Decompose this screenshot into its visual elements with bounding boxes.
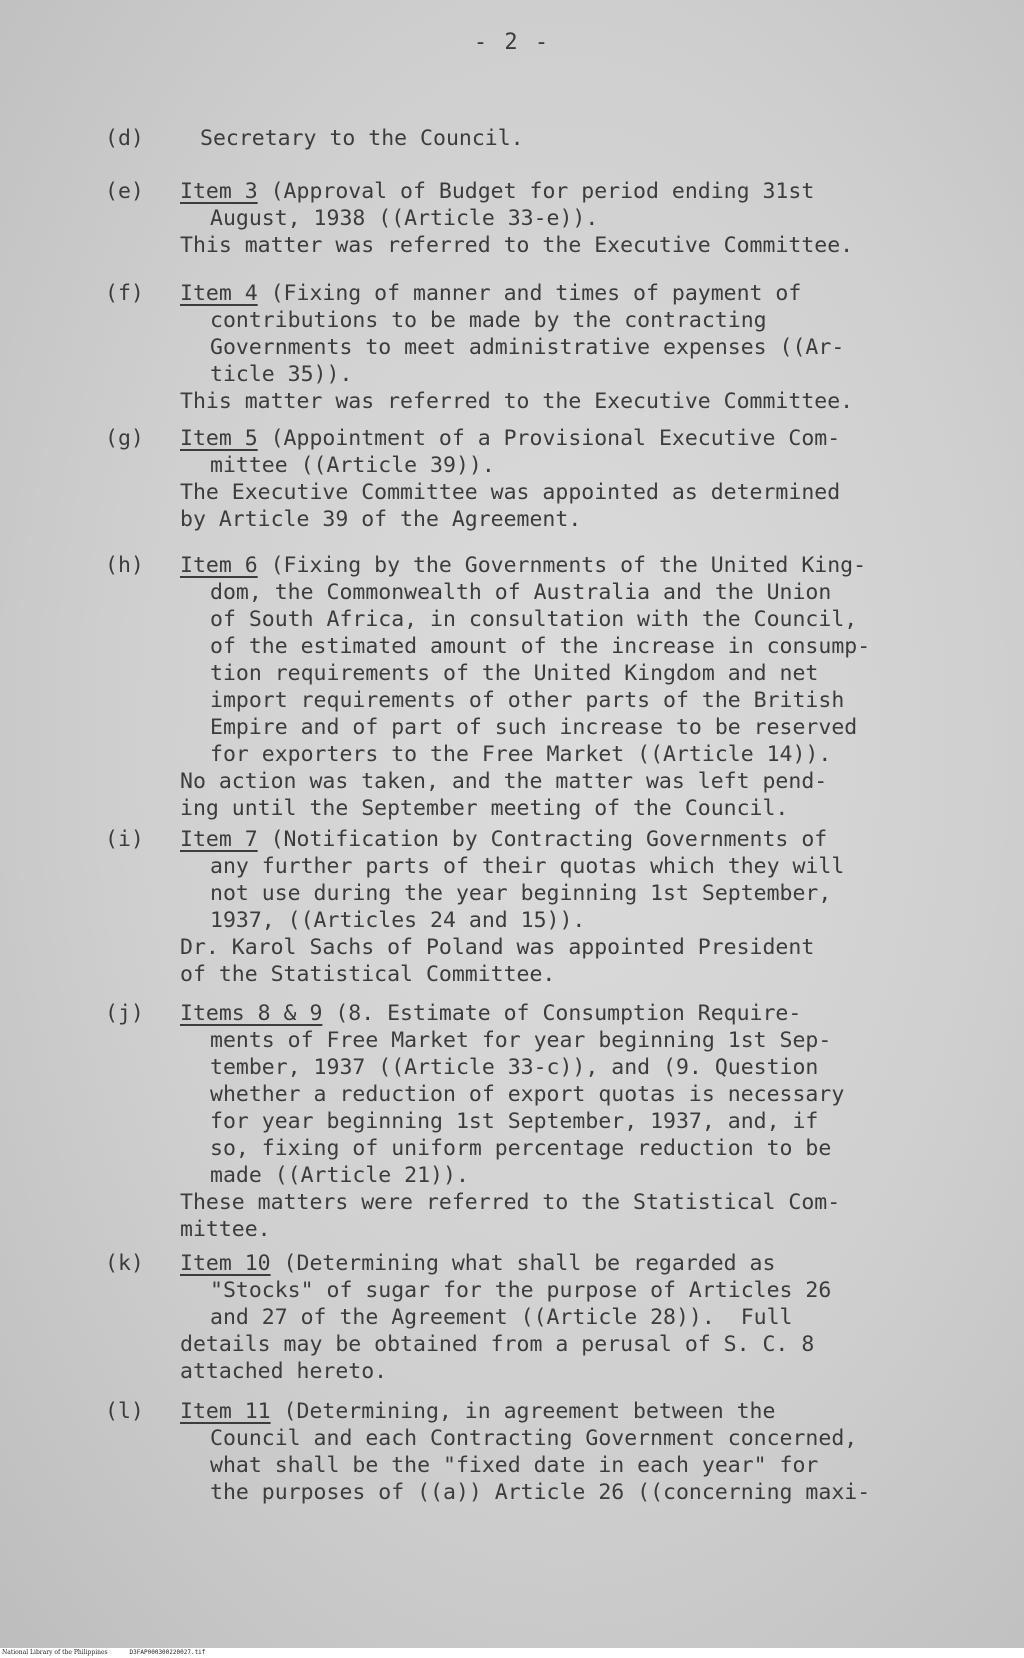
line-text: whether a reduction of export quotas is necessary bbox=[210, 1082, 845, 1107]
item-body bbox=[180, 552, 945, 822]
line-text: This matter was referred to the Executive Committee. bbox=[180, 233, 854, 258]
item-line bbox=[200, 125, 945, 152]
item-line bbox=[180, 1216, 945, 1243]
line-text: (Notification by Contracting Governments of bbox=[257, 827, 828, 852]
item-label: (k) bbox=[105, 1251, 144, 1276]
item-line bbox=[180, 205, 945, 232]
line-text: details may be obtained from a perusal of S. C. 8 bbox=[180, 1332, 815, 1357]
item-body bbox=[180, 826, 945, 988]
item-line bbox=[180, 660, 945, 687]
line-text: ticle 35)). bbox=[210, 362, 353, 387]
item-label: (i) bbox=[105, 827, 144, 852]
line-text: dom, the Commonwealth of Australia and the Union bbox=[210, 580, 832, 605]
item-label: (j) bbox=[105, 1001, 144, 1026]
line-text: The Executive Committee was appointed as determined bbox=[180, 480, 841, 505]
item-line bbox=[180, 1189, 945, 1216]
line-text: by Article 39 of the Agreement. bbox=[180, 507, 582, 532]
item-body bbox=[180, 178, 945, 259]
item-line bbox=[180, 1277, 945, 1304]
item-line bbox=[180, 853, 945, 880]
item-line bbox=[180, 334, 945, 361]
item-line bbox=[180, 1108, 945, 1135]
item-reference: Item 3 bbox=[180, 179, 258, 204]
item-line bbox=[180, 552, 945, 579]
line-text: import requirements of other parts of the British bbox=[210, 688, 845, 713]
item-line bbox=[180, 1452, 945, 1479]
line-text: (Approval of Budget for period ending 31st bbox=[257, 179, 815, 204]
item-line bbox=[180, 579, 945, 606]
footer-library: National Library of the Philippines bbox=[2, 1649, 108, 1656]
line-text: August, 1938 ((Article 33-e)). bbox=[210, 206, 599, 231]
item-line bbox=[180, 1304, 945, 1331]
item-line bbox=[180, 795, 945, 822]
item-line bbox=[180, 741, 945, 768]
item-reference: Item 11 bbox=[180, 1399, 271, 1424]
line-text: contributions to be made by the contracting bbox=[210, 308, 767, 333]
line-text: the purposes of ((a)) Article 26 ((concerning maxi- bbox=[210, 1480, 871, 1505]
line-text: (Fixing by the Governments of the United King- bbox=[257, 553, 867, 578]
line-text: 1937, ((Articles 24 and 15)). bbox=[210, 908, 586, 933]
item-line bbox=[180, 178, 945, 205]
item-line bbox=[180, 1479, 945, 1506]
item-reference: Item 6 bbox=[180, 553, 258, 578]
item-label: (d) bbox=[105, 126, 144, 151]
item-body bbox=[180, 1250, 945, 1385]
line-text: of the Statistical Committee. bbox=[180, 962, 556, 987]
item-body bbox=[180, 425, 945, 533]
item-body bbox=[180, 1000, 945, 1243]
line-text: not use during the year beginning 1st September, bbox=[210, 881, 832, 906]
item-line bbox=[180, 961, 945, 988]
line-text: mittee. bbox=[180, 1217, 271, 1242]
item-line bbox=[180, 280, 945, 307]
item-line bbox=[180, 361, 945, 388]
footer-file: D3FAP000300220027.tif bbox=[129, 1649, 206, 1656]
item-label: (h) bbox=[105, 553, 144, 578]
line-text: for year beginning 1st September, 1937, and, if bbox=[210, 1109, 819, 1134]
item-line bbox=[180, 1135, 945, 1162]
line-text: Dr. Karol Sachs of Poland was appointed President bbox=[180, 935, 815, 960]
item-line bbox=[180, 606, 945, 633]
item-line bbox=[180, 687, 945, 714]
item-body bbox=[180, 1398, 945, 1506]
item-line bbox=[180, 934, 945, 961]
page-number: - 2 - bbox=[473, 30, 551, 55]
item-line bbox=[180, 1425, 945, 1452]
item-label: (g) bbox=[105, 426, 144, 451]
line-text: and 27 of the Agreement ((Article 28)). Full bbox=[210, 1305, 793, 1330]
line-text: of South Africa, in consultation with the Council, bbox=[210, 607, 858, 632]
item-reference: Item 10 bbox=[180, 1251, 271, 1276]
item-reference: Item 4 bbox=[180, 281, 258, 306]
line-text: "Stocks" of sugar for the purpose of Articles 26 bbox=[210, 1278, 832, 1303]
line-text: Secretary to the Council. bbox=[200, 126, 524, 151]
line-text: (8. Estimate of Consumption Require- bbox=[322, 1001, 802, 1026]
line-text: ments of Free Market for year beginning 1st Sep- bbox=[210, 1028, 832, 1053]
line-text: made ((Article 21)). bbox=[210, 1163, 469, 1188]
line-text: of the estimated amount of the increase in consump- bbox=[210, 634, 871, 659]
line-text: what shall be the "fixed date in each year" for bbox=[210, 1453, 819, 1478]
item-line bbox=[180, 1358, 945, 1385]
item-reference: Item 5 bbox=[180, 426, 258, 451]
line-text: tion requirements of the United Kingdom and net bbox=[210, 661, 819, 686]
item-line bbox=[180, 1162, 945, 1189]
line-text: tember, 1937 ((Article 33-c)), and (9. Question bbox=[210, 1055, 819, 1080]
item-label: (l) bbox=[105, 1399, 144, 1424]
line-text: so, fixing of uniform percentage reduction to be bbox=[210, 1136, 832, 1161]
line-text: No action was taken, and the matter was left pend- bbox=[180, 769, 828, 794]
line-text: (Fixing of manner and times of payment of bbox=[257, 281, 802, 306]
item-line bbox=[180, 1398, 945, 1425]
item-body bbox=[200, 125, 945, 152]
archive-footer bbox=[0, 1648, 1024, 1658]
item-label: (f) bbox=[105, 281, 144, 306]
item-line bbox=[180, 826, 945, 853]
item-line bbox=[180, 1054, 945, 1081]
line-text: Empire and of part of such increase to be reserved bbox=[210, 715, 858, 740]
item-line bbox=[180, 1000, 945, 1027]
line-text: (Determining, in agreement between the bbox=[270, 1399, 776, 1424]
item-line bbox=[180, 388, 945, 415]
item-line bbox=[180, 1250, 945, 1277]
line-text: mittee ((Article 39)). bbox=[210, 453, 495, 478]
item-reference: Item 7 bbox=[180, 827, 258, 852]
line-text: attached hereto. bbox=[180, 1359, 388, 1384]
item-line bbox=[180, 506, 945, 533]
item-line bbox=[180, 633, 945, 660]
line-text: These matters were referred to the Statistical Com- bbox=[180, 1190, 841, 1215]
line-text: (Appointment of a Provisional Executive Com- bbox=[257, 426, 841, 451]
item-line bbox=[180, 479, 945, 506]
item-line bbox=[180, 880, 945, 907]
line-text: Council and each Contracting Government concerned, bbox=[210, 1426, 858, 1451]
item-line bbox=[180, 425, 945, 452]
item-line bbox=[180, 714, 945, 741]
item-line bbox=[180, 1027, 945, 1054]
item-line bbox=[180, 1081, 945, 1108]
item-line bbox=[180, 307, 945, 334]
item-line bbox=[180, 768, 945, 795]
line-text: ing until the September meeting of the Council. bbox=[180, 796, 789, 821]
item-body bbox=[180, 280, 945, 415]
line-text: (Determining what shall be regarded as bbox=[270, 1251, 776, 1276]
item-line bbox=[180, 907, 945, 934]
item-line bbox=[180, 452, 945, 479]
line-text: Governments to meet administrative expenses ((Ar- bbox=[210, 335, 845, 360]
line-text: This matter was referred to the Executive Committee. bbox=[180, 389, 854, 414]
line-text: for exporters to the Free Market ((Article 14)). bbox=[210, 742, 832, 767]
item-line bbox=[180, 1331, 945, 1358]
item-label: (e) bbox=[105, 179, 144, 204]
item-line bbox=[180, 232, 945, 259]
line-text: any further parts of their quotas which they will bbox=[210, 854, 845, 879]
item-reference: Items 8 & 9 bbox=[180, 1001, 323, 1026]
